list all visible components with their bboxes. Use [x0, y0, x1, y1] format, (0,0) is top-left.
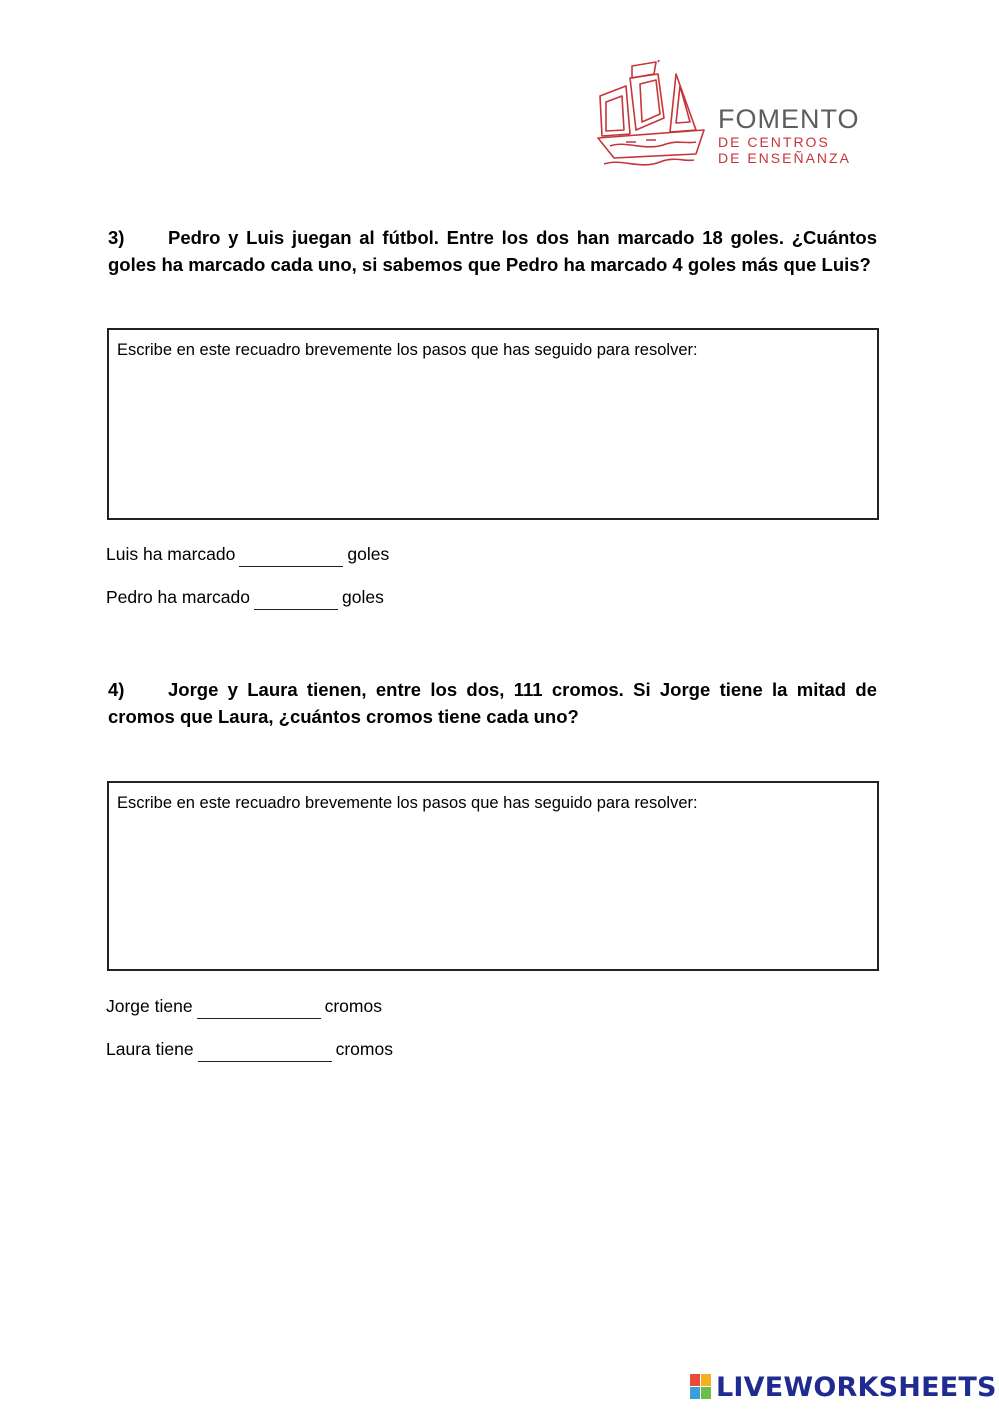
work-box-label: Escribe en este recuadro brevemente los pasos que has seguido para resolver: — [117, 794, 698, 812]
answer-line-luis — [106, 544, 389, 567]
question-number: 4) — [108, 679, 125, 700]
answer-blank-laura[interactable] — [198, 1041, 332, 1062]
work-box-3[interactable] — [107, 328, 879, 520]
answer-line-jorge — [106, 996, 382, 1019]
work-box-label: Escribe en este recuadro brevemente los pasos que has seguido para resolver: — [117, 341, 698, 359]
question-text: Jorge y Laura tienen, entre los dos, 111 cromos. Si Jorge tiene la mitad de cromos que Laura, ¿cuántos cromos tiene cada uno? — [108, 679, 877, 727]
ship-logo-icon — [596, 60, 714, 172]
question-text: Pedro y Luis juegan al fútbol. Entre los dos han marcado 18 goles. ¿Cuántos goles ha marcado cada uno, si sabemos que Pedro ha marcado 4 goles más que Luis? — [108, 227, 877, 275]
work-box-input-3[interactable] — [117, 370, 869, 510]
question-4 — [108, 677, 877, 730]
question-3 — [108, 225, 877, 278]
logo-title: FOMENTO — [718, 104, 860, 134]
answer-prefix: Pedro ha marcado — [106, 587, 250, 607]
liveworksheets-logo-icon — [690, 1374, 712, 1400]
liveworksheets-text: LIVEWORKSHEETS — [716, 1371, 997, 1403]
answer-prefix: Laura tiene — [106, 1039, 194, 1059]
answer-line-laura — [106, 1039, 393, 1062]
answer-suffix: goles — [347, 544, 390, 564]
answer-suffix: cromos — [324, 996, 382, 1016]
answer-prefix: Luis ha marcado — [106, 544, 236, 564]
logo-subtitle-2: DE ENSEÑANZA — [718, 150, 851, 166]
answer-blank-jorge[interactable] — [197, 998, 321, 1019]
answer-suffix: goles — [341, 587, 384, 607]
answer-line-pedro — [106, 587, 384, 610]
liveworksheets-brand — [690, 1372, 997, 1402]
answer-blank-luis[interactable] — [239, 546, 343, 567]
answer-prefix: Jorge tiene — [106, 996, 193, 1016]
logo-subtitle-1: DE CENTROS — [718, 134, 830, 150]
answer-suffix: cromos — [335, 1039, 393, 1059]
work-box-4[interactable] — [107, 781, 879, 971]
work-box-input-4[interactable] — [117, 823, 869, 961]
answer-blank-pedro[interactable] — [254, 589, 338, 610]
fomento-logo — [596, 60, 886, 172]
question-number: 3) — [108, 227, 125, 248]
